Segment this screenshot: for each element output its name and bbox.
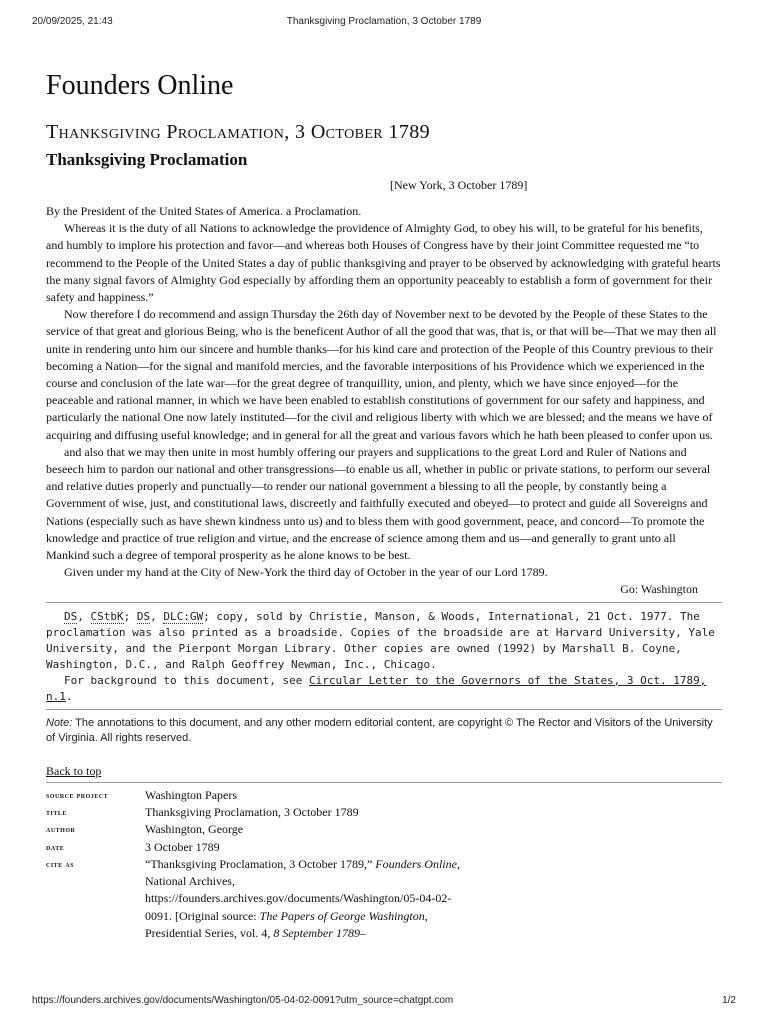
back-to-top-link[interactable]: Back to top (46, 763, 102, 778)
meta-row-cite-as (46, 856, 722, 942)
abbr-cstbk[interactable]: CStbK (90, 609, 124, 623)
paragraph-given: Given under my hand at the City of New-York the third day of October in the year of our Lord 1789. (64, 565, 548, 580)
abbr-dlc-gw[interactable]: DLC:GW (163, 609, 204, 623)
opening-line: By the President of the United States of America. a Proclamation. (46, 204, 362, 218)
meta-label: author (46, 824, 76, 835)
meta-row-date (46, 839, 722, 856)
paragraph-whereas: Whereas it is the duty of all Nations to acknowledge the providence of Almighty God, to obey his will, to be grateful for his benefits, and humbly to implore his protection and favor—and whereas both Houses of Congress have by their joint Committee requested me “to recommend to the People of the United States a day of public thanksgiving and prayer to be observed by acknowledging with grateful hearts the many signal favors of Almighty God especially by affording them an opportunity peaceably to establish a form of government for their safety and happiness.” (46, 221, 721, 305)
copyright-note (46, 709, 722, 746)
metadata-table (46, 782, 722, 943)
print-page-title: Thanksgiving Proclamation, 3 October 1789 (286, 16, 482, 27)
source-note-text: DS, CStbK; DS, DLC:GW; copy, sold by Christie, Manson, & Woods, International, 21 Oct. 1977. The proclamation was also printed as a broadside. Copies of the broadside are at Harvard University, Yale University, and the Pierpont Morgan Library. Other copies are owned (1992) by Marshall B. Coyne, Washington, D.C., and Ralph Geoffrey Newman, Inc., Chicago. (46, 609, 715, 671)
citation-text: “Thanksgiving Proclamation, 3 October 1789,” Founders Online, National Archives, https://founders.archives.gov/documents/Washington/05-04-02-0091. [Original source: The Papers of George Washington, Presidential Series, vol. 4, 8 September 1789– (145, 856, 460, 941)
meta-row-source-project (46, 787, 722, 804)
meta-label: title (46, 806, 67, 817)
abbr-ds[interactable]: DS (64, 609, 78, 623)
print-footer (32, 995, 736, 1009)
dateline: [New York, 3 October 1789] (390, 178, 528, 192)
print-date: 20/09/2025, 21:43 (32, 16, 113, 27)
meta-value: Washington Papers (145, 787, 238, 802)
document-subtitle: Thanksgiving Proclamation (46, 150, 248, 169)
source-note (46, 609, 722, 705)
meta-value: 3 October 1789 (145, 839, 220, 854)
meta-value: Thanksgiving Proclamation, 3 October 1789 (145, 804, 359, 819)
meta-label: date (46, 841, 65, 852)
meta-row-author (46, 821, 722, 838)
note-label: Note: (46, 716, 73, 729)
paragraph-now-therefore: Now therefore I do recommend and assign Thursday the 26th day of November next to be devoted by the People of these States to the service of that great and glorious Being, who is the beneficent Author of all the good that was, that is, or that will be—That we may then all unite in rendering unto him our sincere and humble thanks—for his kind care and protection of the People of this Country previous to their becoming a Nation—for the signal and manifold mercies, and the favorable interpositions of his Providence which we experienced in the course and conclusion of the late war—for the great degree of tranquillity, union, and plenty, which we have since enjoyed—for the peaceable and rational manner, in which we have been enabled to establish constitutions of government for our safety and happiness, and particularly the national One now lately instituted—for the civil and religious liberty with which we are blessed; and the means we have of acquiring and diffusing useful knowledge; and in general for all the great and various favors which he hath been pleased to confer upon us. (46, 307, 717, 442)
background-note: For background to this document, see Circular Letter to the Governors of the States, 3 Oct. 1789, n.1. (46, 673, 707, 703)
site-title[interactable]: Founders Online (46, 70, 234, 101)
meta-label: cite as (46, 858, 74, 869)
circular-letter-link[interactable]: Circular Letter to the Governors of the States, 3 Oct. 1789, n.1 (46, 673, 707, 703)
print-url: https://founders.archives.gov/documents/Washington/05-04-02-0091?utm_source=chatgpt.com (32, 995, 454, 1006)
print-header (32, 16, 736, 30)
copyright-text: The annotations to this document, and any other modern editorial content, are copyright © The Rector and Visitors of the University of Virginia. All rights reserved. (46, 716, 713, 744)
meta-value: Washington, George (145, 822, 244, 837)
proclamation-text (46, 203, 722, 599)
main-content (46, 68, 722, 942)
meta-label: source project (46, 789, 109, 800)
signature: Go: Washington (620, 582, 698, 597)
divider (46, 602, 722, 603)
abbr-ds-2[interactable]: DS (136, 609, 151, 623)
meta-row-title (46, 804, 722, 821)
page-number: 1/2 (722, 995, 736, 1006)
document-title: Thanksgiving Proclamation, 3 October 1789 (46, 121, 431, 143)
paragraph-and-also: and also that we may then unite in most humbly offering our prayers and supplications to the great Lord and Ruler of Nations and beseech him to pardon our national and other transgressions—to enable us all, whether in public or private stations, to perform our several and relative duties properly and punctually—to render our national government a blessing to all the people, by constantly being a Government of wise, just, and constitutional laws, discreetly and faithfully executed and obeyed—to protect and guide all Sovereigns and Nations (especially such as have shewn kindness unto us) and to bless them with good government, peace, and concord—To promote the knowledge and practice of true religion and virtue, and the encrease of science among them and us—and generally to grant unto all Mankind such a degree of temporal prosperity as he alone knows to be best. (46, 444, 711, 563)
